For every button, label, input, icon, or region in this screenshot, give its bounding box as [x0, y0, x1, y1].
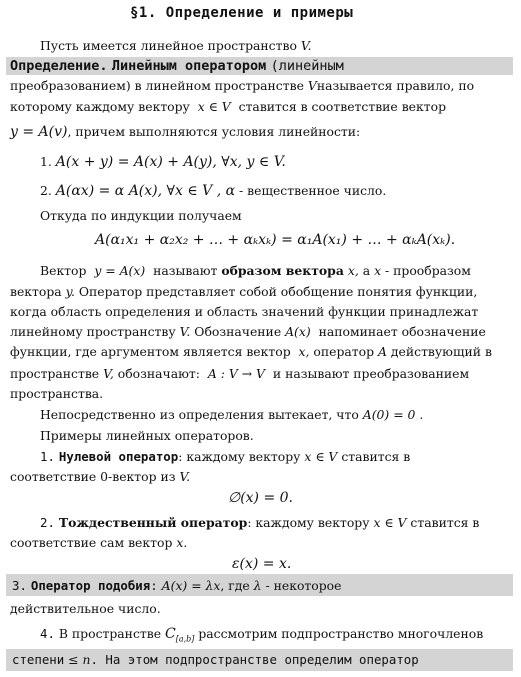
text-line: линейному пространству V. Обозначение A(x) напоминает обозначение	[10, 324, 486, 339]
text-line: которому каждому вектору x ∈ V ставится в соответствие вектор	[10, 99, 446, 114]
example-1: 1. Нулевой оператор: каждому вектору x ∈ V ставится в	[40, 449, 411, 464]
example-3: 3. Оператор подобия: A(x) = λx, где λ - некоторое	[12, 578, 342, 593]
text-line: пространстве V, обозначают: A : V → V и называют преобразованием	[10, 366, 470, 381]
term-identity-operator: Тождественный оператор	[58, 515, 248, 530]
linearity-condition-1: 1. A(x + y) = A(x) + A(y), ∀x, y ∈ V.	[40, 154, 286, 170]
definition-label: Определение.	[10, 58, 108, 74]
text-line: преобразованием) в линейном пространстве Vназывается правило, по	[10, 78, 475, 93]
text-line: действительное число.	[10, 601, 161, 616]
text-line: функции, где аргументом является вектор x, оператор A действующий в	[10, 344, 492, 359]
example-4: 4. В пространстве $C_{[a,b]}$ рассмотрим подпространство многочленов	[40, 626, 484, 644]
text-line: Непосредственно из определения вытекает, что A(0) = 0 .	[40, 407, 424, 422]
text-line: соответствие сам вектор x.	[10, 535, 188, 550]
zero-operator-formula: ∅(x) = 0.	[228, 490, 294, 506]
text-line: Откуда по индукции получаем	[40, 208, 242, 223]
term-similarity-operator: Оператор подобия	[30, 578, 151, 593]
definition-term: Линейным оператором	[111, 58, 267, 74]
definition-line: Определение. Линейным оператором (линейным	[10, 58, 344, 74]
text-line: вектора y. Оператор представляет собой обобщение понятия функции,	[10, 284, 478, 299]
text-line: когда область определения и область значений функции принадлежат	[10, 304, 479, 319]
text-line: Вектор y = A(x) называют образом вектора x, а x - прообразом	[40, 263, 471, 278]
intro-line: Пусть имеется линейное пространство V.	[40, 38, 312, 53]
term-zero-operator: Нулевой оператор	[58, 449, 179, 464]
examples-heading: Примеры линейных операторов.	[40, 428, 254, 443]
induction-formula: A(α₁x₁ + α₂x₂ + … + αₖxₖ) = α₁A(x₁) + … + αₖA(xₖ).	[95, 232, 456, 248]
example-4-continued: степени ≤ n. На этом подпространстве определим оператор	[12, 652, 419, 667]
linearity-condition-2: 2. A(αx) = α A(x), ∀x ∈ V , α - вещественное число.	[40, 183, 387, 199]
text-line: соответствие 0-вектор из V.	[10, 469, 191, 484]
text-line: пространства.	[10, 386, 104, 401]
example-2: 2. Тождественный оператор: каждому вектору x ∈ V ставится в	[40, 515, 480, 530]
identity-operator-formula: ε(x) = x.	[232, 556, 292, 572]
section-title: §1. Определение и примеры	[130, 5, 354, 21]
term-image-of-vector: образом вектора	[221, 263, 344, 278]
text-line: y = A(v), причем выполняются условия линейности:	[10, 124, 361, 140]
